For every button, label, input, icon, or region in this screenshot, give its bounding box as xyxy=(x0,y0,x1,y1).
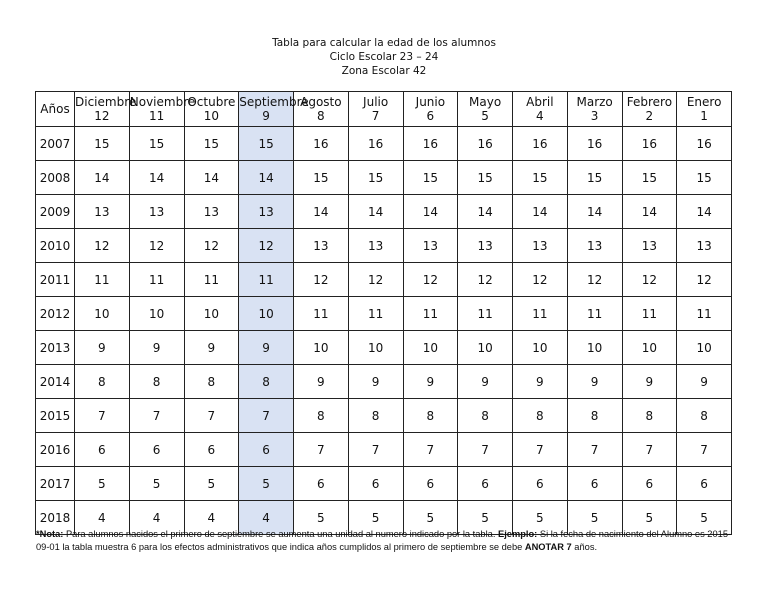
age-cell: 13 xyxy=(294,229,349,263)
age-cell: 14 xyxy=(403,195,458,229)
month-header xyxy=(513,92,568,127)
year-cell: 2013 xyxy=(36,331,75,365)
age-cell: 15 xyxy=(622,161,677,195)
age-cell: 9 xyxy=(239,331,294,365)
age-cell: 11 xyxy=(458,297,513,331)
age-cell: 7 xyxy=(458,433,513,467)
age-cell: 5 xyxy=(403,501,458,535)
year-cell: 2009 xyxy=(36,195,75,229)
header-row xyxy=(36,92,732,127)
age-cell: 13 xyxy=(129,195,184,229)
document-title: Tabla para calcular la edad de los alumnos xyxy=(272,37,496,49)
age-cell: 5 xyxy=(184,467,239,501)
age-cell: 6 xyxy=(129,433,184,467)
age-cell: 16 xyxy=(403,127,458,161)
note-text-1: Para alumnos nacidos el primero de septiembre se aumenta una unidad al numero indicado por la tabla. xyxy=(63,529,499,539)
age-cell: 5 xyxy=(513,501,568,535)
years-column-header: Años xyxy=(36,92,75,127)
age-cell: 14 xyxy=(184,161,239,195)
month-number: 11 xyxy=(148,109,165,123)
age-cell: 8 xyxy=(622,399,677,433)
age-cell: 12 xyxy=(184,229,239,263)
age-cell: 12 xyxy=(348,263,403,297)
age-cell: 13 xyxy=(458,229,513,263)
month-header xyxy=(458,92,513,127)
age-cell: 9 xyxy=(622,365,677,399)
age-cell: 5 xyxy=(458,501,513,535)
table-row xyxy=(36,229,732,263)
age-cell: 6 xyxy=(184,433,239,467)
age-cell: 16 xyxy=(622,127,677,161)
table-row xyxy=(36,331,732,365)
age-cell: 5 xyxy=(677,501,732,535)
month-number: 5 xyxy=(481,109,489,123)
year-cell: 2017 xyxy=(36,467,75,501)
age-cell: 6 xyxy=(513,467,568,501)
age-cell: 8 xyxy=(458,399,513,433)
school-cycle: Ciclo Escolar 23 – 24 xyxy=(329,51,439,63)
month-name: Septiembre xyxy=(239,95,309,109)
age-cell: 7 xyxy=(348,433,403,467)
age-cell: 11 xyxy=(184,263,239,297)
month-name: Enero xyxy=(686,95,722,109)
age-cell: 9 xyxy=(513,365,568,399)
age-cell: 14 xyxy=(677,195,732,229)
year-cell: 2015 xyxy=(36,399,75,433)
month-header xyxy=(677,92,732,127)
age-cell: 16 xyxy=(294,127,349,161)
age-cell: 10 xyxy=(129,297,184,331)
month-name: Julio xyxy=(363,95,389,109)
age-cell: 14 xyxy=(239,161,294,195)
month-header xyxy=(129,92,196,127)
age-cell: 12 xyxy=(294,263,349,297)
age-cell: 15 xyxy=(677,161,732,195)
footnote xyxy=(36,528,736,554)
age-cell: 14 xyxy=(567,195,622,229)
age-cell: 6 xyxy=(622,467,677,501)
age-cell: 16 xyxy=(348,127,403,161)
age-cell: 8 xyxy=(677,399,732,433)
month-number: 6 xyxy=(426,109,435,123)
age-cell: 7 xyxy=(239,399,294,433)
note-text-3: años. xyxy=(571,542,598,552)
age-cell: 10 xyxy=(75,297,130,331)
age-cell: 4 xyxy=(75,501,130,535)
age-cell: 13 xyxy=(75,195,130,229)
age-cell: 10 xyxy=(294,331,349,365)
age-cell: 5 xyxy=(129,467,184,501)
age-cell: 8 xyxy=(294,399,349,433)
document-header xyxy=(0,36,768,78)
month-name: Noviembre xyxy=(129,95,196,109)
month-header xyxy=(348,92,403,127)
age-cell: 6 xyxy=(294,467,349,501)
age-cell: 12 xyxy=(75,229,130,263)
age-cell: 15 xyxy=(184,127,239,161)
age-cell: 6 xyxy=(677,467,732,501)
age-cell: 7 xyxy=(403,433,458,467)
age-cell: 8 xyxy=(403,399,458,433)
age-cell: 10 xyxy=(184,297,239,331)
table-row xyxy=(36,467,732,501)
table-row xyxy=(36,263,732,297)
age-cell: 14 xyxy=(75,161,130,195)
age-cell: 12 xyxy=(458,263,513,297)
age-cell: 14 xyxy=(513,195,568,229)
year-cell: 2007 xyxy=(36,127,75,161)
age-cell: 16 xyxy=(567,127,622,161)
age-cell: 13 xyxy=(622,229,677,263)
month-number: 7 xyxy=(371,109,380,123)
age-cell: 5 xyxy=(239,467,294,501)
age-cell: 10 xyxy=(622,331,677,365)
month-name: Abril xyxy=(526,95,554,109)
age-cell: 12 xyxy=(677,263,732,297)
note-text-2: Si la fecha de nacimiento del Alumno es 2015-09-01 la tabla muestra 6 para los efectos administrativos que indica años cumplidos al primero de septiembre se debe xyxy=(36,529,732,552)
age-cell: 10 xyxy=(403,331,458,365)
age-cell: 6 xyxy=(458,467,513,501)
age-cell: 14 xyxy=(294,195,349,229)
month-header xyxy=(294,92,349,127)
age-cell: 9 xyxy=(75,331,130,365)
age-cell: 12 xyxy=(513,263,568,297)
age-cell: 11 xyxy=(75,263,130,297)
age-cell: 9 xyxy=(294,365,349,399)
age-cell: 16 xyxy=(458,127,513,161)
age-cell: 13 xyxy=(348,229,403,263)
age-cell: 6 xyxy=(75,433,130,467)
age-cell: 7 xyxy=(513,433,568,467)
age-cell: 9 xyxy=(567,365,622,399)
month-number: 8 xyxy=(317,109,325,123)
age-cell: 7 xyxy=(294,433,349,467)
age-cell: 7 xyxy=(622,433,677,467)
age-cell: 14 xyxy=(458,195,513,229)
table-row xyxy=(36,161,732,195)
age-cell: 11 xyxy=(129,263,184,297)
age-cell: 14 xyxy=(129,161,184,195)
school-zone: Zona Escolar 42 xyxy=(341,65,427,77)
age-cell: 8 xyxy=(239,365,294,399)
age-cell: 5 xyxy=(75,467,130,501)
age-cell: 9 xyxy=(129,331,184,365)
age-cell: 15 xyxy=(129,127,184,161)
age-cell: 4 xyxy=(184,501,239,535)
age-cell: 9 xyxy=(677,365,732,399)
age-cell: 15 xyxy=(75,127,130,161)
year-cell: 2011 xyxy=(36,263,75,297)
age-cell: 15 xyxy=(513,161,568,195)
year-cell: 2016 xyxy=(36,433,75,467)
year-cell: 2018 xyxy=(36,501,75,535)
table-row xyxy=(36,195,732,229)
age-table-header xyxy=(36,92,732,127)
table-row xyxy=(36,399,732,433)
age-cell: 11 xyxy=(403,297,458,331)
age-cell: 12 xyxy=(129,229,184,263)
age-cell: 12 xyxy=(239,229,294,263)
month-header xyxy=(622,92,677,127)
year-cell: 2014 xyxy=(36,365,75,399)
age-cell: 9 xyxy=(403,365,458,399)
month-name: Agosto xyxy=(300,95,342,109)
age-cell: 9 xyxy=(184,331,239,365)
month-name: Junio xyxy=(415,95,446,109)
month-number: 9 xyxy=(262,109,270,123)
age-cell: 13 xyxy=(184,195,239,229)
month-number: 2 xyxy=(645,109,654,123)
age-cell: 15 xyxy=(567,161,622,195)
age-cell: 12 xyxy=(403,263,458,297)
age-cell: 9 xyxy=(458,365,513,399)
month-number: 3 xyxy=(590,109,599,123)
age-cell: 15 xyxy=(294,161,349,195)
age-cell: 7 xyxy=(184,399,239,433)
age-cell: 10 xyxy=(677,331,732,365)
age-cell: 11 xyxy=(294,297,349,331)
table-row xyxy=(36,365,732,399)
month-header xyxy=(75,92,137,127)
age-cell: 13 xyxy=(513,229,568,263)
month-number: 12 xyxy=(94,109,110,123)
age-cell: 7 xyxy=(75,399,130,433)
age-cell: 8 xyxy=(129,365,184,399)
age-cell: 8 xyxy=(75,365,130,399)
age-cell: 11 xyxy=(677,297,732,331)
month-name: Octubre xyxy=(187,95,236,109)
age-cell: 14 xyxy=(622,195,677,229)
age-cell: 15 xyxy=(458,161,513,195)
age-cell: 16 xyxy=(677,127,732,161)
age-cell: 12 xyxy=(622,263,677,297)
month-header xyxy=(239,92,309,127)
age-cell: 12 xyxy=(567,263,622,297)
age-cell: 15 xyxy=(239,127,294,161)
month-number: 1 xyxy=(700,109,708,123)
age-cell: 11 xyxy=(513,297,568,331)
age-cell: 5 xyxy=(622,501,677,535)
note-label: *Nota: xyxy=(36,529,64,539)
age-cell: 8 xyxy=(348,399,403,433)
age-cell: 11 xyxy=(567,297,622,331)
note-emphasis: ANOTAR 7 xyxy=(524,542,572,552)
age-cell: 10 xyxy=(239,297,294,331)
month-number: 10 xyxy=(203,109,220,123)
age-cell: 7 xyxy=(567,433,622,467)
age-cell: 8 xyxy=(184,365,239,399)
age-cell: 13 xyxy=(677,229,732,263)
month-name: Mayo xyxy=(469,95,502,109)
year-cell: 2010 xyxy=(36,229,75,263)
month-name: Marzo xyxy=(576,95,613,109)
age-cell: 15 xyxy=(348,161,403,195)
month-name: Febrero xyxy=(626,95,673,109)
age-cell: 4 xyxy=(129,501,184,535)
month-header xyxy=(403,92,458,127)
age-cell: 8 xyxy=(567,399,622,433)
age-cell: 6 xyxy=(567,467,622,501)
age-cell: 16 xyxy=(513,127,568,161)
table-row xyxy=(36,297,732,331)
age-cell: 10 xyxy=(348,331,403,365)
age-cell: 8 xyxy=(513,399,568,433)
year-cell: 2008 xyxy=(36,161,75,195)
age-table-body xyxy=(36,127,732,535)
age-cell: 14 xyxy=(348,195,403,229)
age-cell: 11 xyxy=(348,297,403,331)
age-cell: 13 xyxy=(403,229,458,263)
month-number: 4 xyxy=(536,109,544,123)
age-cell: 5 xyxy=(294,501,349,535)
age-cell: 9 xyxy=(348,365,403,399)
month-name: Diciembre xyxy=(75,95,137,109)
age-cell: 6 xyxy=(348,467,403,501)
month-header xyxy=(184,92,239,127)
age-cell: 10 xyxy=(567,331,622,365)
age-cell: 10 xyxy=(513,331,568,365)
age-cell: 11 xyxy=(622,297,677,331)
month-header xyxy=(567,92,622,127)
table-row xyxy=(36,433,732,467)
age-table xyxy=(35,91,732,535)
age-cell: 15 xyxy=(403,161,458,195)
age-cell: 4 xyxy=(239,501,294,535)
age-cell: 7 xyxy=(129,399,184,433)
age-cell: 6 xyxy=(403,467,458,501)
age-cell: 6 xyxy=(239,433,294,467)
age-cell: 5 xyxy=(567,501,622,535)
age-cell: 13 xyxy=(567,229,622,263)
year-cell: 2012 xyxy=(36,297,75,331)
age-cell: 11 xyxy=(239,263,294,297)
age-cell: 7 xyxy=(677,433,732,467)
age-cell: 5 xyxy=(348,501,403,535)
age-cell: 10 xyxy=(458,331,513,365)
age-cell: 13 xyxy=(239,195,294,229)
table-row xyxy=(36,127,732,161)
example-label: Ejemplo: xyxy=(498,529,538,539)
